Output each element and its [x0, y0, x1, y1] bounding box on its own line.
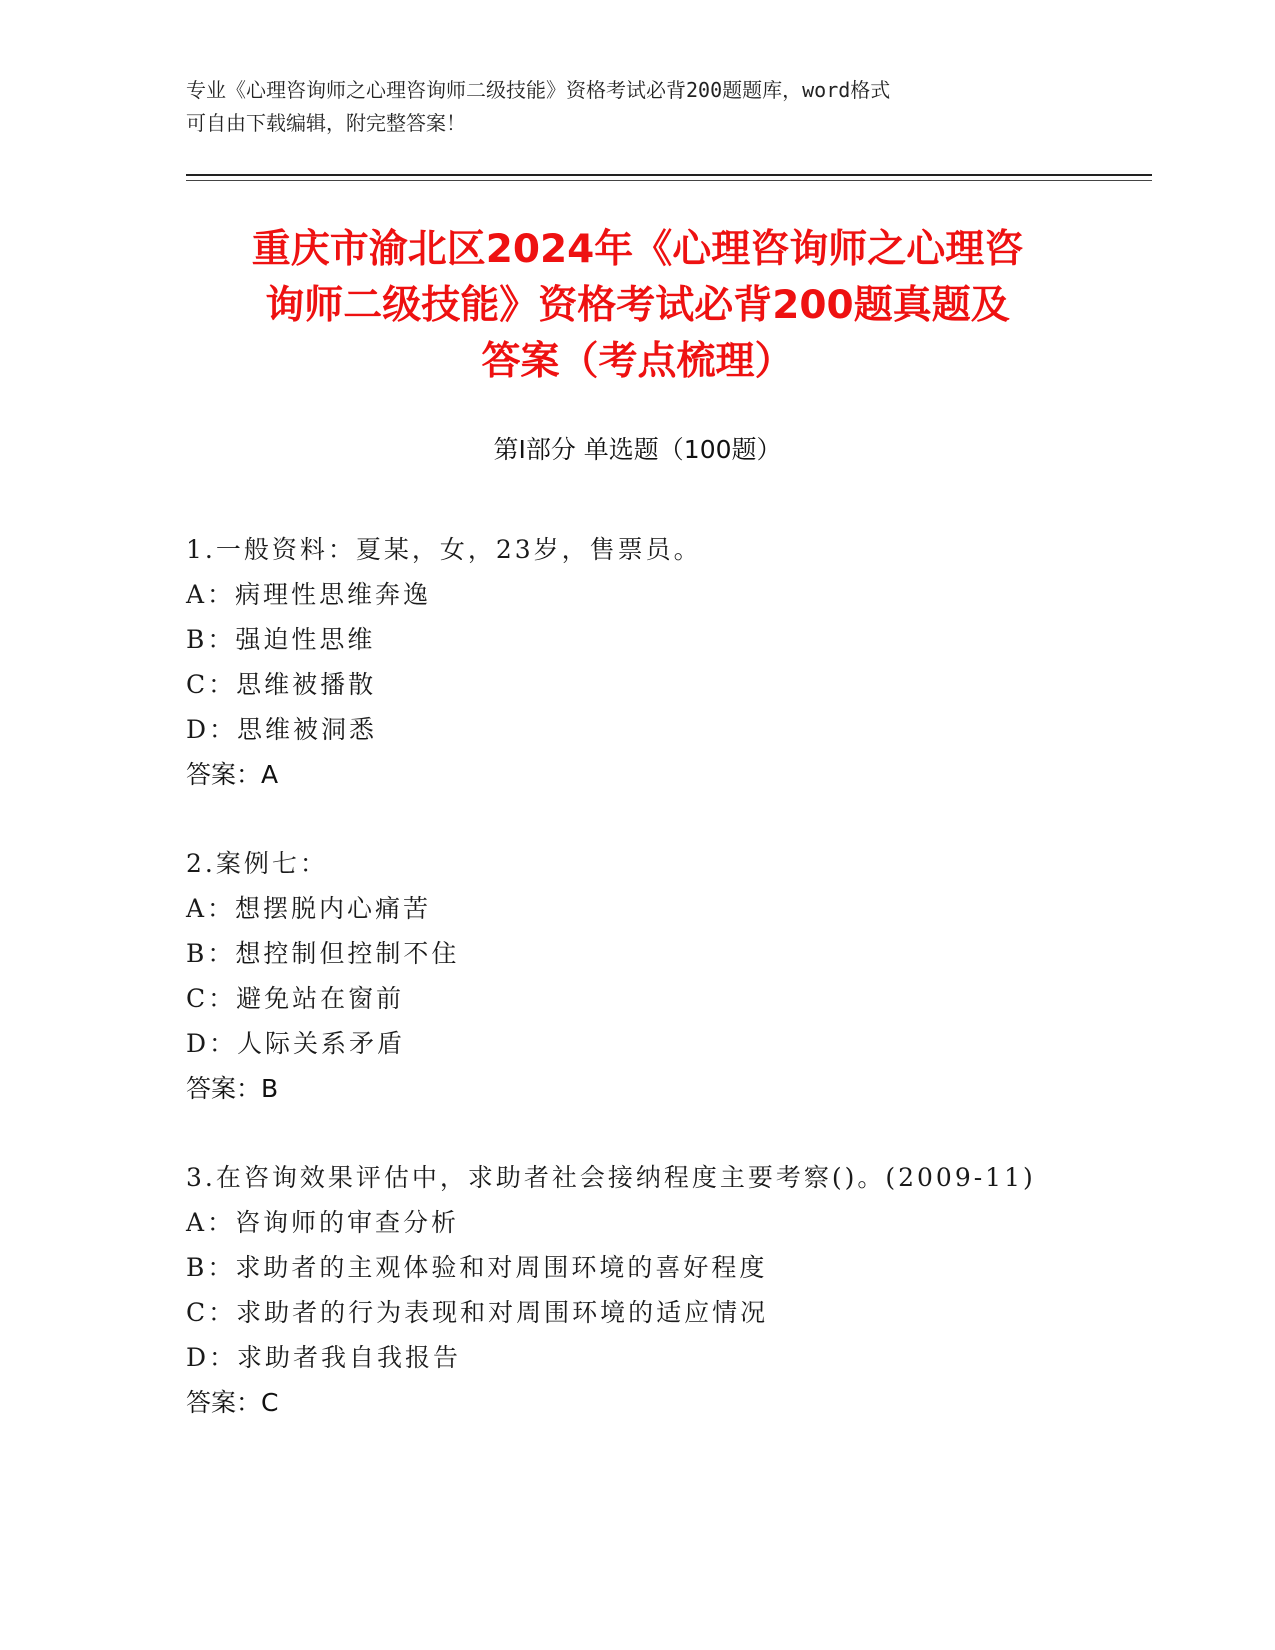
header-divider-thin [186, 180, 1152, 181]
option-b: B：求助者的主观体验和对周围环境的喜好程度 [186, 1253, 768, 1282]
question-stem: 3.在咨询效果评估中，求助者社会接纳程度主要考察()。(2009-11) [186, 1163, 1036, 1192]
answer: 答案：A [186, 760, 279, 789]
answer: 答案：B [186, 1074, 279, 1103]
option-c: C：思维被播散 [186, 670, 377, 699]
option-c: C：避免站在窗前 [186, 984, 405, 1013]
question-2 [186, 841, 1146, 1111]
answer: 答案：C [186, 1388, 279, 1417]
header-note-line-2: 可自由下载编辑，附完整答案！ [186, 111, 466, 135]
header-note-line-1: 专业《心理咨询师之心理咨询师二级技能》资格考试必背200题题库，word格式 [186, 78, 891, 102]
question-3 [186, 1155, 1146, 1425]
header-divider-thick [186, 174, 1152, 176]
question-stem: 1.一般资料：夏某，女，23岁，售票员。 [186, 535, 702, 564]
option-a: A：咨询师的审查分析 [186, 1208, 460, 1237]
question-1 [186, 527, 1146, 797]
section-heading: 第I部分 单选题（100题） [493, 435, 782, 464]
option-d: D：人际关系矛盾 [186, 1029, 406, 1058]
option-a: A：想摆脱内心痛苦 [186, 894, 432, 923]
document-title [140, 222, 1135, 390]
option-d: D：思维被洞悉 [186, 715, 378, 744]
option-b: B：强迫性思维 [186, 625, 376, 654]
document-title-line-2: 询师二级技能》资格考试必背200题真题及 [265, 283, 1010, 328]
option-d: D：求助者我自我报告 [186, 1343, 462, 1372]
document-title-line-3: 答案（考点梳理） [481, 339, 794, 384]
option-c: C：求助者的行为表现和对周围环境的适应情况 [186, 1298, 769, 1327]
question-stem: 2.案例七： [186, 849, 328, 878]
option-b: B：想控制但控制不住 [186, 939, 460, 968]
header-note [186, 74, 1066, 140]
question-list [186, 527, 1146, 1469]
document-title-line-1: 重庆市渝北区2024年《心理咨询师之心理咨 [251, 227, 1024, 272]
option-a: A：病理性思维奔逸 [186, 580, 432, 609]
